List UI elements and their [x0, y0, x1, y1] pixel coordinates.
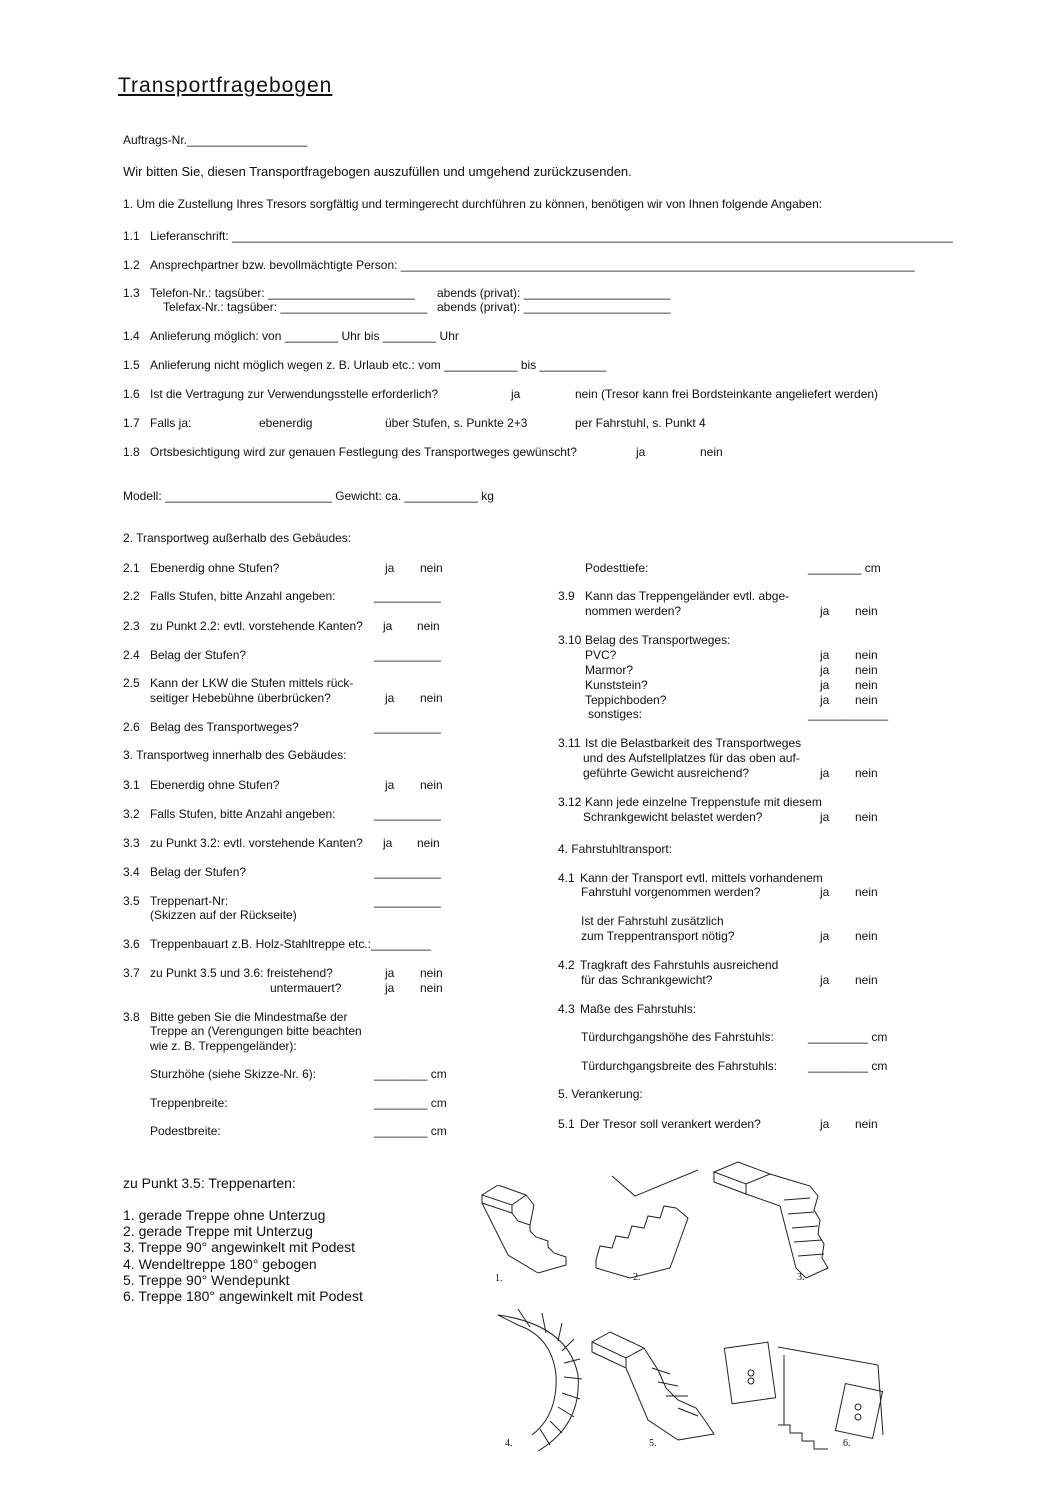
item-number: 5.1: [558, 1117, 575, 1131]
page-title: Transportfragebogen: [118, 74, 333, 97]
option-ja[interactable]: ja: [820, 678, 830, 692]
answer-line[interactable]: __________: [374, 807, 441, 821]
option-ebenerdig[interactable]: ebenerdig: [259, 416, 313, 430]
option-fahrstuhl[interactable]: per Fahrstuhl, s. Punkt 4: [575, 416, 706, 430]
ansprechpartner-field[interactable]: Ansprechpartner bzw. bevollmächtigte Person: _____________________________________________________________________________: [150, 258, 915, 272]
question-text: Treppenart-Nr:: [150, 894, 229, 908]
item-number: 3.7: [123, 966, 140, 980]
telefax-abends-field[interactable]: abends (privat): ______________________: [437, 300, 671, 314]
option-label: Kunststein?: [585, 678, 648, 692]
option-nein[interactable]: nein: [420, 966, 443, 980]
list-item: 4. Wendeltreppe 180° gebogen: [123, 1256, 317, 1272]
question-text: Ebenerdig ohne Stufen?: [150, 561, 280, 575]
question-text: Ist der Fahrstuhl zusätzlich: [581, 914, 724, 928]
figure-label: 1.: [495, 1273, 503, 1284]
item-number: 2.6: [123, 720, 140, 734]
question-text: Falls ja:: [150, 416, 192, 430]
question-text: (Skizzen auf der Rückseite): [150, 908, 297, 922]
option-label: Marmor?: [585, 663, 634, 677]
list-item: 3. Treppe 90° angewinkelt mit Podest: [123, 1239, 356, 1255]
option-nein[interactable]: nein: [855, 604, 878, 618]
option-nein[interactable]: nein: [700, 445, 723, 459]
item-number: 2.1: [123, 561, 140, 575]
intro-text: Wir bitten Sie, diesen Transportfragebogen auszufüllen und umgehend zurückzusenden.: [123, 164, 632, 179]
treppenarten-heading: zu Punkt 3.5: Treppenarten:: [123, 1175, 296, 1191]
field-label: Türdurchgangshöhe des Fahrstuhls:: [581, 1030, 774, 1044]
section-1-heading: 1. Um die Zustellung Ihres Tresors sorgfältig und termingerecht durchführen zu können, benötigen wir von Ihnen folgende Angaben:: [123, 197, 823, 211]
option-nein[interactable]: nein: [855, 885, 878, 899]
answer-line[interactable]: __________: [374, 865, 441, 879]
figure-label: 4.: [505, 1438, 513, 1449]
telefon-tagsueber-field[interactable]: Telefon-Nr.: tagsüber: ______________________: [150, 286, 415, 300]
modell-gewicht-field[interactable]: Modell: _________________________ Gewicht: ca. ___________ kg: [123, 489, 494, 503]
item-number: 1.5: [123, 358, 140, 372]
item-number: 3.4: [123, 865, 140, 879]
question-text: Ist die Belastbarkeit des Transportweges: [585, 736, 802, 750]
question-text: Kann das Treppengeländer evtl. abge-: [585, 589, 790, 603]
item-number: 3.12: [558, 795, 582, 809]
figure-label: 6.: [843, 1438, 851, 1449]
stair-sketch-3: [710, 1160, 840, 1285]
stair-sketch-4: [488, 1305, 588, 1453]
question-text: Tragkraft des Fahrstuhls ausreichend: [580, 958, 779, 972]
stair-sketch-1: [478, 1185, 578, 1285]
option-ja[interactable]: ja: [820, 973, 830, 987]
answer-line[interactable]: __________: [374, 720, 441, 734]
item-number: 3.2: [123, 807, 140, 821]
option-nein[interactable]: nein: [417, 836, 440, 850]
item-number: 2.5: [123, 676, 140, 690]
option-nein[interactable]: nein: [420, 561, 443, 575]
item-number: 4.3: [558, 1002, 575, 1016]
question-text: Falls Stufen, bitte Anzahl angeben:: [150, 807, 336, 821]
question-text: Ist die Vertragung zur Verwendungsstelle erforderlich?: [150, 387, 439, 401]
figure-label: 2.: [633, 1272, 641, 1283]
option-ja[interactable]: ja: [383, 619, 393, 633]
item-number: 1.8: [123, 445, 140, 459]
figure-label: 3.: [797, 1272, 805, 1283]
option-ja[interactable]: ja: [820, 693, 830, 707]
list-item: 2. gerade Treppe mit Unterzug: [123, 1223, 313, 1239]
item-number: 3.6: [123, 937, 140, 951]
tuerbreite-field[interactable]: _________ cm: [808, 1059, 888, 1073]
field-label: Podestbreite:: [150, 1124, 221, 1138]
option-stufen[interactable]: über Stufen, s. Punkte 2+3: [385, 416, 528, 430]
option-ja[interactable]: ja: [383, 836, 393, 850]
anlieferung-zeit-field[interactable]: Anlieferung möglich: von ________ Uhr bis ________ Uhr: [150, 329, 459, 343]
sturzhoehe-field[interactable]: ________ cm: [374, 1067, 447, 1081]
item-number: 1.2: [123, 258, 140, 272]
section-2-heading: 2. Transportweg außerhalb des Gebäudes:: [123, 531, 352, 545]
question-text: zu Punkt 3.2: evtl. vorstehende Kanten?: [150, 836, 363, 850]
option-nein[interactable]: nein: [855, 678, 878, 692]
option-nein[interactable]: nein: [420, 981, 443, 995]
question-text: zu Punkt 3.5 und 3.6: freistehend?: [150, 966, 333, 980]
tuerhoehe-field[interactable]: _________ cm: [808, 1030, 888, 1044]
question-text: zu Punkt 2.2: evtl. vorstehende Kanten?: [150, 619, 363, 633]
item-number: 2.3: [123, 619, 140, 633]
option-ja[interactable]: ja: [820, 1117, 830, 1131]
podestbreite-field[interactable]: ________ cm: [374, 1124, 447, 1138]
option-ja[interactable]: ja: [820, 885, 830, 899]
question-text: Der Tresor soll verankert werden?: [580, 1117, 761, 1131]
question-text: Fahrstuhl vorgenommen werden?: [581, 885, 761, 899]
option-ja[interactable]: ja: [820, 810, 830, 824]
question-text: untermauert?: [270, 981, 342, 995]
option-nein[interactable]: nein: [855, 766, 878, 780]
option-label: PVC?: [585, 648, 617, 662]
list-item: 1. gerade Treppe ohne Unterzug: [123, 1207, 326, 1223]
item-number: 2.4: [123, 648, 140, 662]
option-ja[interactable]: ja: [385, 778, 395, 792]
question-text: und des Aufstellplatzes für das oben auf-: [583, 751, 800, 765]
treppenbreite-field[interactable]: ________ cm: [374, 1096, 447, 1110]
option-ja[interactable]: ja: [820, 766, 830, 780]
list-item: 5. Treppe 90° Wendepunkt: [123, 1272, 290, 1288]
lieferanschrift-field[interactable]: Lieferanschrift: ____________________________________________________________________________________________________________: [150, 229, 953, 243]
option-nein[interactable]: nein: [855, 810, 878, 824]
section-4-heading: 4. Fahrstuhltransport:: [558, 842, 673, 856]
question-text: Ortsbesichtigung wird zur genauen Festlegung des Transportweges gewünscht?: [150, 445, 577, 459]
item-number: 1.4: [123, 329, 140, 343]
question-text: Belag der Stufen?: [150, 648, 247, 662]
answer-line[interactable]: __________: [374, 648, 441, 662]
item-number: 2.2: [123, 589, 140, 603]
question-text: Kann der Transport evtl. mittels vorhandenem: [580, 871, 823, 885]
field-label: Türdurchgangsbreite des Fahrstuhls:: [581, 1059, 778, 1073]
item-number: 1.3: [123, 286, 140, 300]
option-ja[interactable]: ja: [385, 691, 395, 705]
section-5-heading: 5. Verankerung:: [558, 1087, 643, 1101]
option-nein[interactable]: nein: [420, 778, 443, 792]
section-3-heading: 3. Transportweg innerhalb des Gebäudes:: [123, 748, 347, 762]
telefax-tagsueber-field[interactable]: Telefax-Nr.: tagsüber: ______________________: [163, 300, 428, 314]
option-ja[interactable]: ja: [820, 663, 830, 677]
item-number: 3.1: [123, 778, 140, 792]
question-text: Kann der LKW die Stufen mittels rück-: [150, 676, 354, 690]
stair-sketch-2: [590, 1168, 700, 1280]
item-number: 3.9: [558, 589, 575, 603]
question-text: seitiger Hebebühne überbrücken?: [150, 691, 331, 705]
option-label: Teppichboden?: [585, 693, 667, 707]
option-nein[interactable]: nein: [420, 691, 443, 705]
question-text: wie z. B. Treppengeländer):: [150, 1039, 297, 1053]
answer-line[interactable]: __________: [374, 894, 441, 908]
option-nein[interactable]: nein: [855, 1117, 878, 1131]
auftrags-nr-field[interactable]: Auftrags-Nr.__________________: [123, 133, 308, 147]
question-text: Belag des Transportweges?: [150, 720, 299, 734]
item-number: 4.1: [558, 871, 575, 885]
item-number: 1.1: [123, 229, 140, 243]
question-text: für das Schrankgewicht?: [581, 973, 713, 987]
option-nein[interactable]: nein: [855, 693, 878, 707]
field-label: Treppenbreite:: [150, 1096, 228, 1110]
sonstiges-field[interactable]: ____________: [808, 707, 889, 721]
option-nein[interactable]: nein: [855, 973, 878, 987]
question-text: Treppe an (Verengungen bitte beachten: [150, 1024, 362, 1038]
stair-sketch-5: [588, 1330, 723, 1448]
question-text: Falls Stufen, bitte Anzahl angeben:: [150, 589, 336, 603]
item-number: 1.6: [123, 387, 140, 401]
telefon-abends-field[interactable]: abends (privat): ______________________: [437, 286, 671, 300]
list-item: 6. Treppe 180° angewinkelt mit Podest: [123, 1288, 363, 1304]
item-number: 3.8: [123, 1010, 140, 1024]
figure-label: 5.: [649, 1438, 657, 1449]
option-ja[interactable]: ja: [820, 648, 830, 662]
option-nein[interactable]: nein: [855, 929, 878, 943]
item-number: 3.5: [123, 894, 140, 908]
question-text: Belag des Transportweges:: [585, 633, 731, 647]
item-number: 1.7: [123, 416, 140, 430]
treppenbauart-field[interactable]: Treppenbauart z.B. Holz-Stahltreppe etc.:_________: [150, 937, 432, 951]
item-number: 3.11: [558, 736, 581, 750]
option-ja[interactable]: ja: [385, 981, 395, 995]
question-text: zum Treppentransport nötig?: [581, 929, 735, 943]
question-text: geführte Gewicht ausreichend?: [583, 766, 750, 780]
option-nein[interactable]: nein: [855, 663, 878, 677]
question-text: Schrankgewicht belastet werden?: [583, 810, 763, 824]
option-ja[interactable]: ja: [636, 445, 646, 459]
question-text: Belag der Stufen?: [150, 865, 247, 879]
question-text: nommen werden?: [585, 604, 682, 618]
field-label: Podesttiefe:: [585, 561, 649, 575]
field-label: Sturzhöhe (siehe Skizze-Nr. 6):: [150, 1067, 317, 1081]
option-ja[interactable]: ja: [511, 387, 521, 401]
option-ja[interactable]: ja: [385, 561, 395, 575]
option-ja[interactable]: ja: [385, 966, 395, 980]
question-text: Bitte geben Sie die Mindestmaße der: [150, 1010, 348, 1024]
option-ja[interactable]: ja: [820, 604, 830, 618]
item-number: 3.3: [123, 836, 140, 850]
item-number: 4.2: [558, 958, 575, 972]
option-ja[interactable]: ja: [820, 929, 830, 943]
anlieferung-nicht-field[interactable]: Anlieferung nicht möglich wegen z. B. Urlaub etc.: vom ___________ bis __________: [150, 358, 607, 372]
answer-line[interactable]: __________: [374, 589, 441, 603]
podesttiefe-field[interactable]: ________ cm: [808, 561, 881, 575]
question-text: Ebenerdig ohne Stufen?: [150, 778, 280, 792]
option-label: sonstiges:: [588, 707, 643, 721]
option-nein[interactable]: nein: [417, 619, 440, 633]
question-text: Maße des Fahrstuhls:: [580, 1002, 697, 1016]
option-nein[interactable]: nein (Tresor kann frei Bordsteinkante angeliefert werden): [575, 387, 879, 401]
stair-sketch-6: [718, 1335, 888, 1455]
question-text: Kann jede einzelne Treppenstufe mit diesem: [585, 795, 822, 809]
item-number: 3.10: [558, 633, 582, 647]
option-nein[interactable]: nein: [855, 648, 878, 662]
